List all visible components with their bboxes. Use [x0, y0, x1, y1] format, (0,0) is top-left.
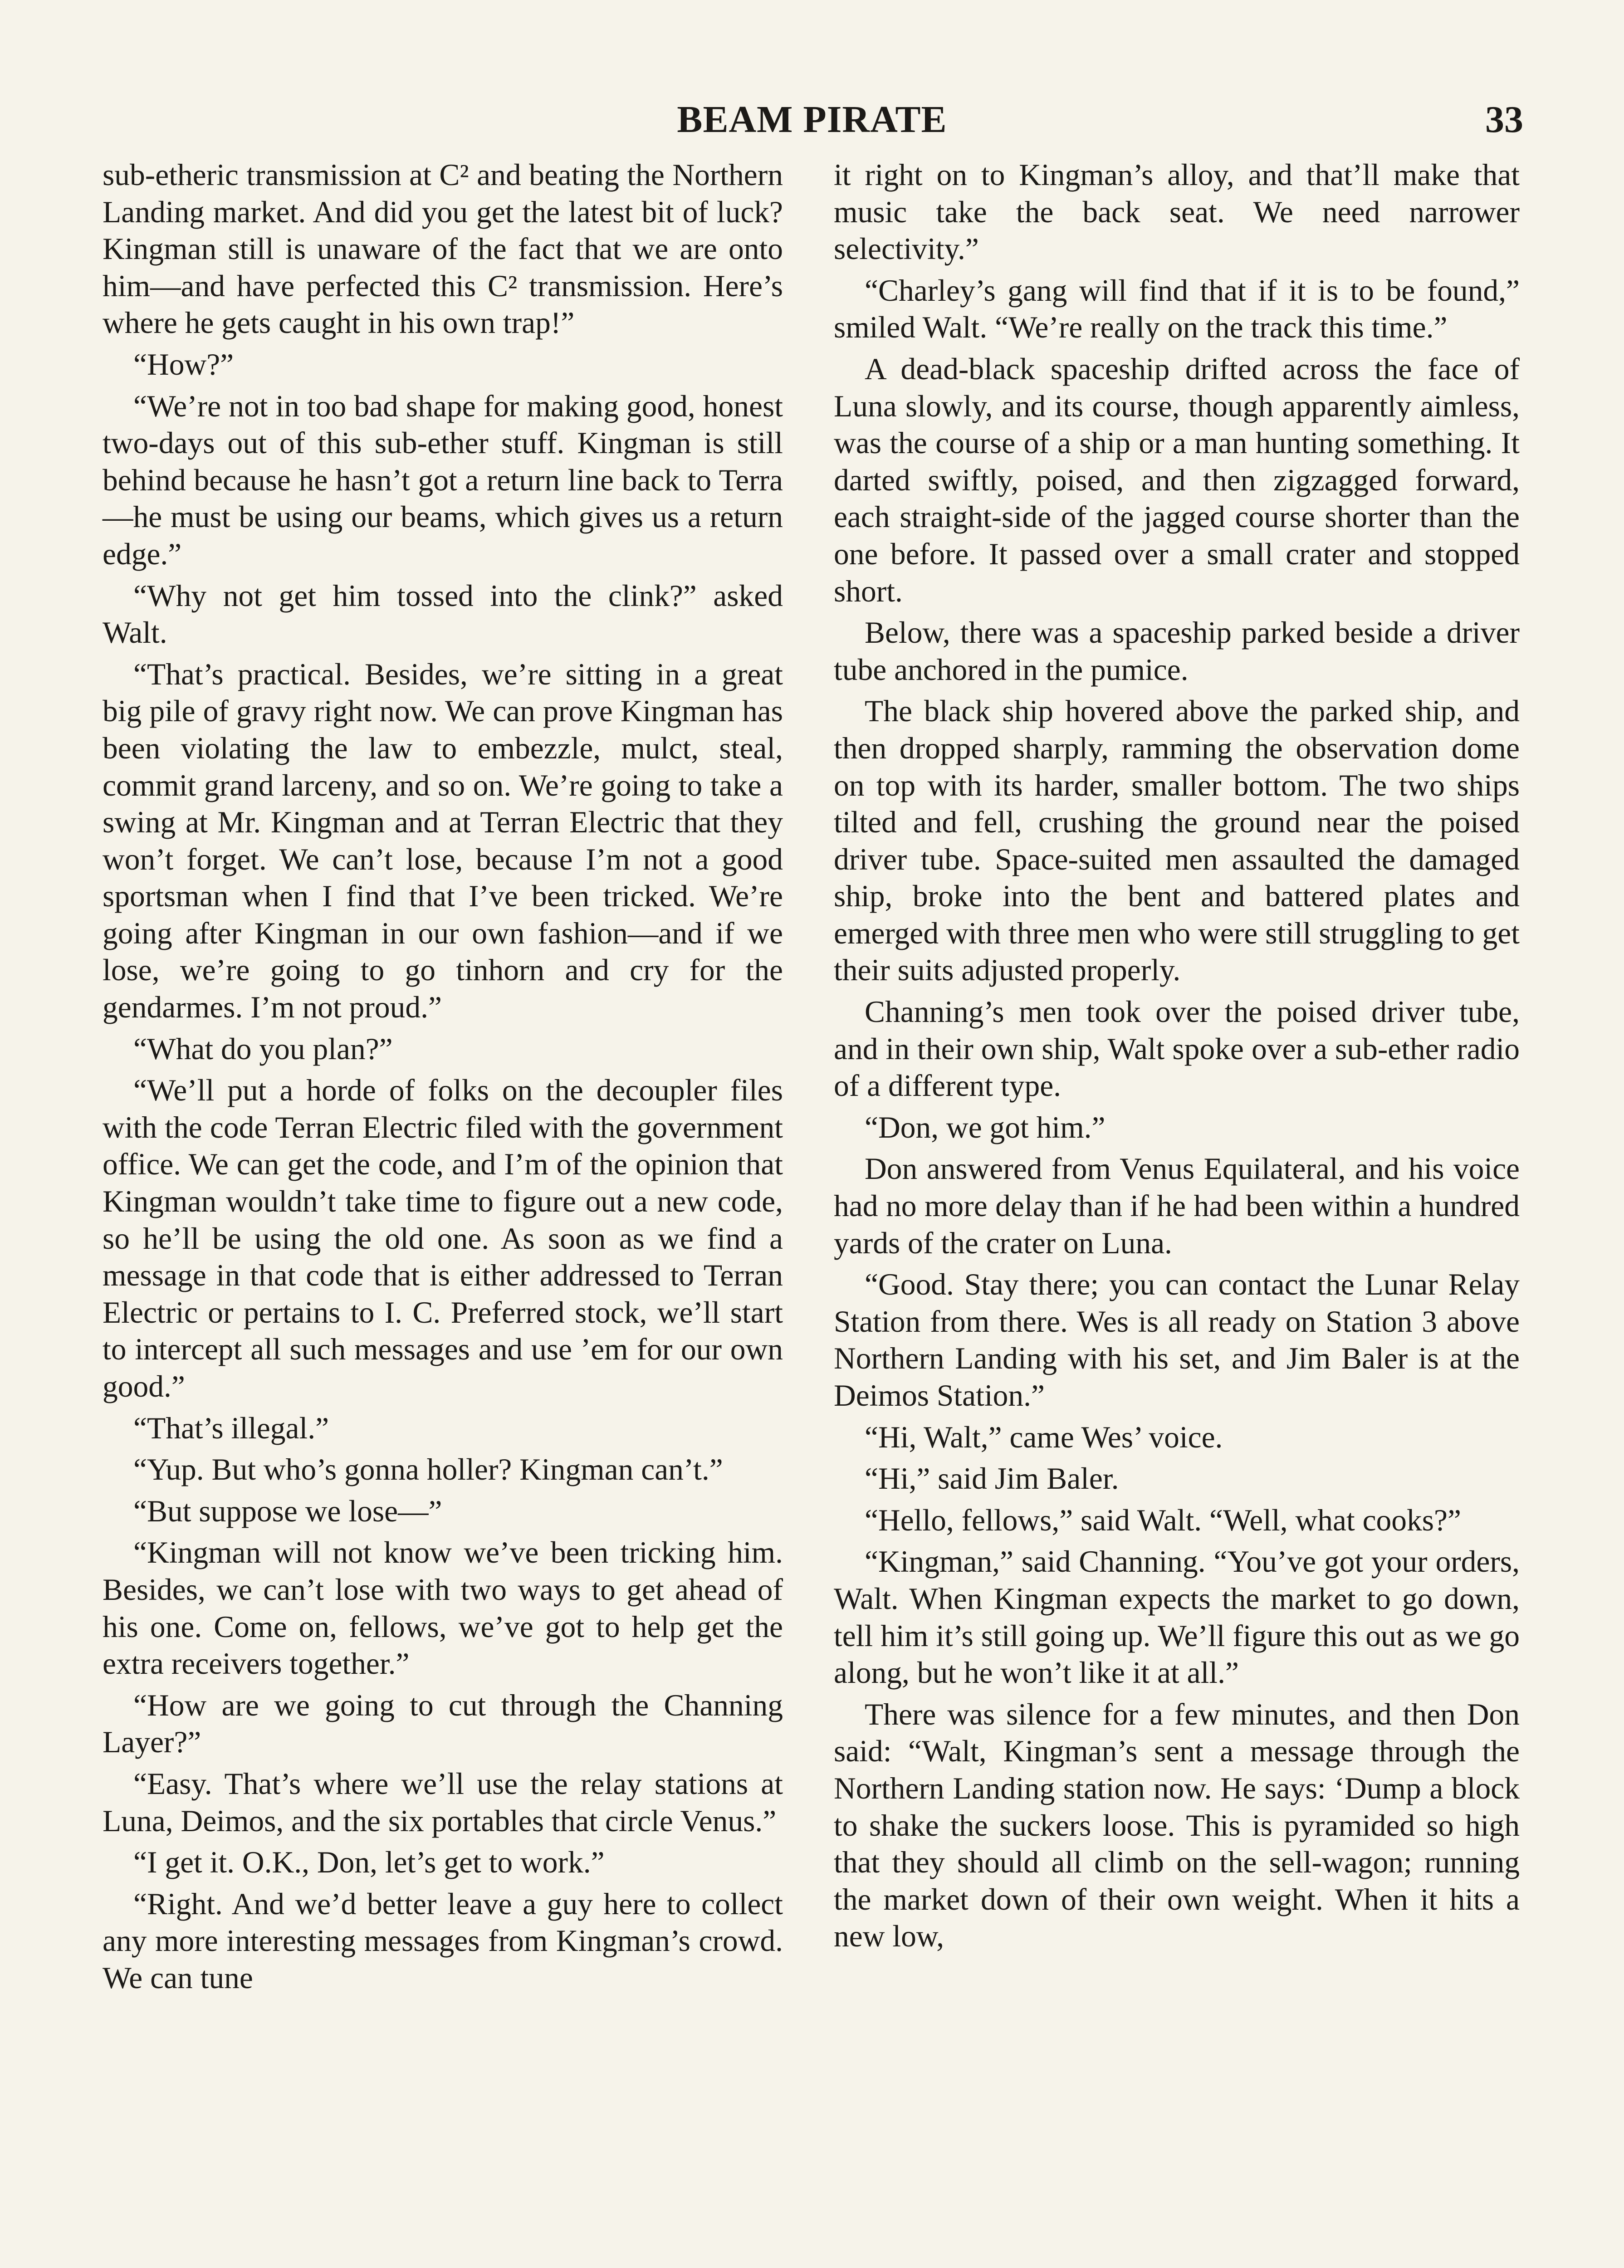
paragraph: Channing’s men took over the poised driver tube, and in their own ship, Walt spoke over a sub-ether radio of a different type.: [834, 995, 1520, 1103]
paragraph: “Yup. But who’s gonna holler? Kingman can’t.”: [133, 1452, 723, 1487]
paragraph: it right on to Kingman’s alloy, and that’ll make that music take the back seat. We need narrower selectivity.”: [834, 158, 1520, 266]
paragraph: “Hello, fellows,” said Walt. “Well, what cooks?”: [865, 1503, 1461, 1537]
paragraph: “Charley’s gang will find that if it is to be found,” smiled Walt. “We’re really on the track this time.”: [834, 273, 1520, 345]
paragraph: “Right. And we’d better leave a guy here to collect any more interesting messages from Kingman’s crowd. We can tune: [103, 1887, 783, 1995]
page-number: 33: [1485, 98, 1523, 141]
paragraph: “Hi, Walt,” came Wes’ voice.: [865, 1420, 1223, 1454]
paragraph: “Don, we got him.”: [865, 1110, 1105, 1144]
right-column: [834, 156, 1520, 1960]
paragraph: “That’s practical. Besides, we’re sitting in a great big pile of gravy right now. We can prove Kingman has been violating the law to embezzle, mulct, steal, commit grand larceny, and so on. We’re going to take a swing at Mr. Kingman and at Terran Electric that they won’t forget. We can’t lose, because I’m not a good sportsman when I find that I’ve been tricked. We’re going after Kingman in our own fashion—and if we lose, we’re going to go tinhorn and cry for the gendarmes. I’m not proud.”: [103, 657, 783, 1025]
paragraph: “Why not get him tossed into the clink?” asked Walt.: [103, 578, 783, 650]
paragraph: “Easy. That’s where we’ll use the relay stations at Luna, Deimos, and the six portables that circle Venus.”: [103, 1766, 783, 1838]
paragraph: Don answered from Venus Equilateral, and his voice had no more delay than if he had been within a hundred yards of the crater on Luna.: [834, 1152, 1520, 1260]
page-header: [0, 98, 1624, 147]
paragraph: “We’ll put a horde of folks on the decoupler files with the code Terran Electric filed with the government office. We can get the code, and I’m of the opinion that Kingman wouldn’t take time to figure out a new code, so he’ll be using the old one. As soon as we find a message in that code that is either addressed to Terran Electric or pertains to I. C. Preferred stock, we’ll start to intercept all such messages and use ’em for our own good.”: [103, 1073, 783, 1403]
paragraph: “How are we going to cut through the Channing Layer?”: [103, 1688, 783, 1760]
paragraph: “But suppose we lose—”: [133, 1494, 442, 1528]
paragraph: The black ship hovered above the parked ship, and then dropped sharply, ramming the observation dome on top with its harder, smaller bottom. The two ships tilted and fell, crushing the ground near the poised driver tube. Space-suited men assaulted the damaged ship, broke into the bent and battered plates and emerged with three men who were still struggling to get their suits adjusted properly.: [834, 694, 1520, 987]
paragraph: “I get it. O.K., Don, let’s get to work.”: [133, 1845, 605, 1880]
paragraph: “How?”: [133, 347, 234, 381]
paragraph: A dead-black spaceship drifted across the face of Luna slowly, and its course, though apparently aimless, was the course of a ship or a man hunting something. It darted swiftly, poised, and then zigzagged forward, each straight-side of the jagged course shorter than the one before. It passed over a small crater and stopped short.: [834, 352, 1520, 608]
paragraph: “Hi,” said Jim Baler.: [865, 1461, 1119, 1496]
paragraph: “Kingman,” said Channing. “You’ve got your orders, Walt. When Kingman expects the market to go down, tell him it’s still going up. We’ll figure this out as we go along, but he won’t like it at all.”: [834, 1545, 1520, 1690]
paragraph: “Kingman will not know we’ve been tricking him. Besides, we can’t lose with two ways to get ahead of his one. Come on, fellows, we’ve got to help get the extra receivers together.”: [103, 1535, 783, 1681]
paragraph: sub-etheric transmission at C² and beating the Northern Landing market. And did you get the latest bit of luck? Kingman still is unaware of the fact that we are onto him—and have perfected this C² transmission. Here’s where he gets caught in his own trap!”: [103, 158, 783, 340]
paragraph: “What do you plan?”: [133, 1031, 393, 1066]
left-column: [103, 156, 783, 2001]
paragraph: “Good. Stay there; you can contact the Lunar Relay Station from there. Wes is all ready on Station 3 above Northern Landing with his set, and Jim Baler is at the Deimos Station.”: [834, 1267, 1520, 1413]
paragraph: There was silence for a few minutes, and then Don said: “Walt, Kingman’s sent a message through the Northern Landing station now. He says: ‘Dump a block to shake the suckers loose. This is pyramided so high that they should all climb on the sell-wagon; running the market down of their own weight. When it hits a new low,: [834, 1697, 1520, 1954]
paragraph: Below, there was a spaceship parked beside a driver tube anchored in the pumice.: [834, 616, 1520, 687]
running-title: BEAM PIRATE: [677, 98, 947, 141]
paragraph: “We’re not in too bad shape for making good, honest two-days out of this sub-ether stuff. Kingman is still behind because he hasn’t got a return line back to Terra—he must be using our beams, which gives us a return edge.”: [103, 389, 783, 571]
paragraph: “That’s illegal.”: [133, 1411, 329, 1445]
